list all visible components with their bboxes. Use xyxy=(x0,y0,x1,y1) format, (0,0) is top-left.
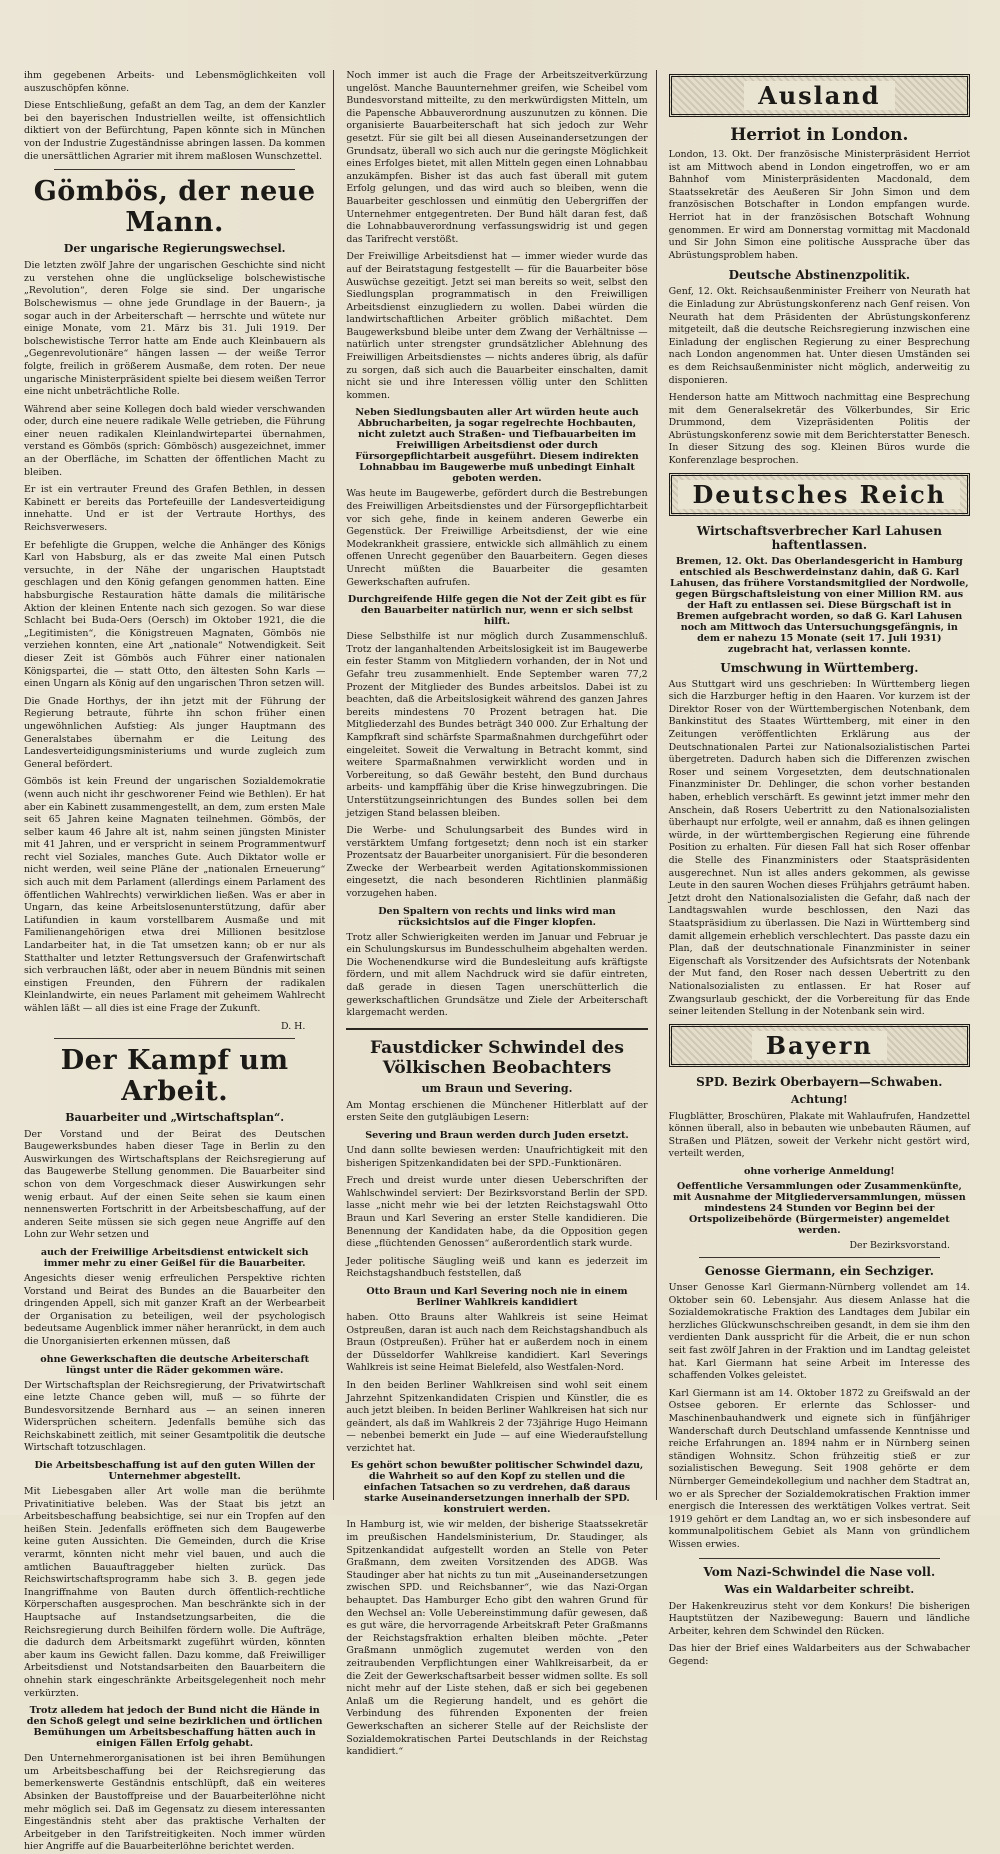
divider xyxy=(699,1558,940,1559)
text: ihm gegebenen Arbeits- und Lebensmöglichkeiten voll auszuschöpfen könne. xyxy=(24,70,326,94)
bold-statement: ohne vorherige Anmeldung! xyxy=(743,1166,895,1178)
text: Am Montag erschienen die Münchener Hitlerblatt auf der ersten Seite den gutgläubigen Lesern: xyxy=(346,1099,648,1124)
subheadline: Achtung! xyxy=(790,1092,848,1106)
bold-statement: Severing und Braun werden durch Juden ersetzt. xyxy=(365,1130,629,1141)
headline-herriot: Herriot in London. xyxy=(730,125,909,145)
text: Der Wirtschaftsplan der Reichsregierung, der Privatwirtschaft eine letzte Chance geben will, muß — so führte der Bundesvorsitzende Bernhard aus — an seinen inneren Widersprüchen scheitern. Jedenfalls bemühe sich das Reichskabinett zeitlich, mit seiner Gesamtpolitik die deutsche Wirtschaft totzuschlagen. xyxy=(24,1379,326,1454)
headline-nazi-schwindel: Vom Nazi-Schwindel die Nase voll. xyxy=(703,1564,936,1579)
divider xyxy=(699,1257,940,1258)
text: Henderson hatte am Mittwoch nachmittag eine Besprechung mit dem Generalsekretär des Völkerbundes, Sir Eric Drummond, dem Vizepräsidenten Politis der Abrüstungskonferenz sowie mit dem Berichterstatter Benesch. In dieser Sitzung des sog. Kleinen Büros wurde die Konferenzlage besprochen. xyxy=(668,392,970,467)
text: Frech und dreist wurde unter diesen Ueberschriften der Wahlschwindel serviert: Der Bezirksvorstand Berlin der SPD. lasse „nicht mehr wie bei der letzten Reichstagswahl Otto Braun und Karl Severing an erster Stelle kandidieren. Die Benennung der Kandidaten habe, da die Opposition gegen diese „flüchtenden Genossen“ außerordentlich stark wurde. xyxy=(346,1175,648,1250)
divider xyxy=(346,1028,647,1030)
text: Die Gnade Horthys, der ihn jetzt mit der Führung der Regierung betraute, führte ihn schon früher einen ungewöhnlichen Aufstieg: Als junger Hauptmann des Generalstabes übernahm er die Leitung des Landesverteidigungsministeriums und wurde zugleich zum General befördert. xyxy=(24,695,326,770)
bold-statement: Bremen, 12. Okt. Das Oberlandesgericht in Hamburg entschied als Beschwerdeinstanz dahin, daß G. Karl Lahusen, das frühere Vorstandsmitglied der Nordwolle, gegen Bürgschaftsleistung von einer Million RM. aus der Haft zu entlassen sei. Diese Bürgschaft ist in Bremen aufgebracht worden, so daß G. Karl Lahusen noch am Mittwoch das Untersuchungsgefängnis, in dem er nahezu 15 Monate (seit 17. Juli 1931) zugebracht hat, verlassen konnte. xyxy=(670,555,969,655)
headline-lahusen: Wirtschaftsverbrecher Karl Lahusen haftentlassen. xyxy=(696,523,942,552)
text: Angesichts dieser wenig erfreulichen Perspektive richten Vorstand und Beirat des Bundes an die Bauarbeiter den dringenden Appell, sich mit ganzer Kraft an der Werbearbeit der Organisation zu beteiligen, weil der psychologisch bedeutsame Augenblick immer näher heranrückt, in dem auch die Unorganisierten erkennen müssen, daß xyxy=(24,1272,326,1347)
section-title: Ausland xyxy=(744,81,894,110)
text: In den beiden Berliner Wahlkreisen sind wohl seit einem Jahrzehnt Spitzenkandidaten Crispien und Künstler, die es auch jetzt bleiben. In beiden Berliner Wahlkreisen hat sich nur geändert, als daß im Wahlkreis 2 der 73jährige Hugo Heimann — nebenbei bemerkt ein Jude — auf eine Wiederaufstellung verzichtet hat. xyxy=(346,1379,648,1454)
headline-goembos: Gömbös, der neue Mann. xyxy=(33,176,316,239)
text: Mit Liebesgaben aller Art wolle man die berühmte Privatinitiative beleben. Was der Staat bis jetzt an Arbeitsbeschaffung beabsichtige, sei nur ein Tropfen auf den heißen Stein. Jedenfalls eröffneten sich dem Baugewerbe keine guten Aussichten. Die Gemeinden, durch die Krise verarmt, könnten nicht mehr viel bauen, und auch die amtlichen Bauauftraggeber hielten zurück. Das Reichswirtschaftsprogramm habe sich 3. B. gegen jede Inangriffnahme von Bauten durch öffentlich-rechtliche Körperschaften ausgesprochen. Man beschränkte sich in der Hauptsache auf Instandsetzungsarbeiten, die die Reichsregierung durch Beihilfen fördern wolle. Die Aufträge, die dadurch dem Arbeitsmarkt zugeführt würden, könnten aber kaum ins Gewicht fallen. Dazu komme, daß Freiwilliger Arbeitsdienst und Notstandsarbeiten den Bauarbeitern die ohnehin stark eingeschränkte Arbeitsgelegenheit noch mehr verkürzten. xyxy=(24,1486,326,1699)
text: Der Freiwillige Arbeitsdienst hat — immer wieder wurde das auf der Beiratstagung festgestellt — für die Bauarbeiter böse Auswüchse gezeitigt. Jetzt sei man bereits so weit, selbst den Siedlungsplan programmatisch in den Freiwilligen Arbeitsdienst einzugliedern zu wollen. Dabei würden die landwirtschaftlichen Arbeiter gröblich mißachtet. Dem Baugewerksbund bleibe unter dem Zwang der Verhältnisse — natürlich unter strengster grundsätzlicher Ablehnung des Freiwilligen Arbeitsdienstes — nichts anderes übrig, als dafür zu sorgen, daß sich auch die Bauarbeiter einschalten, damit nicht sie und ihre Interessen völlig unter den Schlitten kommen. xyxy=(346,251,648,401)
text: London, 13. Okt. Der französische Ministerpräsident Herriot ist am Mittwoch abend in London eingetroffen, wo er am Bahnhof vom Ministerpräsidenten Macdonald, dem Staatssekretär des Aeußeren Sir John Simon und dem französischen Botschafter in London empfangen wurde. Herriot hat in der französischen Botschaft Wohnung genommen. Er wird am Donnerstag vormittag mit Macdonald und Sir John Simon eine politische Aussprache über das Abrüstungsproblem haben. xyxy=(668,149,970,261)
text: Karl Giermann ist am 14. Oktober 1872 zu Greifswald an der Ostsee geboren. Er erlernte das Schlosser- und Maschinenbauhandwerk und eignete sich in fünfjähriger Wanderschaft durch Deutschland umfassende Kenntnisse und reiche Erfahrungen an. 1894 nahm er in Nürnberg seinen ständigen Wohnsitz. Schon frühzeitig stieß er zur sozialistischen Bewegung. Seit 1908 gehörte er dem Nürnberger Gemeindekollegium und nachher dem Stadtrat an, wo er als Sprecher der Sozialdemokratischen Fraktion immer energisch die Interessen des werktätigen Volkes vertrat. Seit 1919 gehört er dem Landtag an, wo er sich insbesondere auf kommunalpolitischem Gebiet als Mann von gründlichem Wissen erwies. xyxy=(668,1387,970,1550)
bold-statement: Es gehört schon bewußter politischer Schwindel dazu, die Wahrheit so auf den Kopf zu stellen und die einfachen Tatsachen so zu verdrehen, daß daraus starke Auseinandersetzungen innerhalb der SPD. konstruiert werden. xyxy=(350,1460,644,1516)
column-right xyxy=(668,70,978,1667)
text: Diese Selbsthilfe ist nur möglich durch Zusammenschluß. Trotz der langanhaltenden Arbeitslosigkeit ist im Baugewerbe ein fester Stamm von Mitgliedern vorhanden, der in Not und Gefahr treu zusammenhielt. Ende September waren 77,2 Prozent der Mitglieder des Bundes arbeitslos. Dabei ist zu beachten, daß die Arbeitslosigkeit während des ganzen Jahres bereits mindestens 70 Prozent betragen hat. Die Mitgliederzahl des Bundes beträgt 340 000. Zur Erhaltung der Kampfkraft sind schärfste Sparmaßnahmen durchgeführt oder eingeleitet. Soweit die Verwaltung in Betracht kommt, sind weitere Sparmaßnahmen verwirklicht worden und in Vorbereitung, so daß Gewähr besteht, den Bund durchaus arbeits- und kampffähig über die Krise hinwegzubringen. Die Unterstützungseinrichtungen des Bundes sollen bei dem jetzigen Stand belassen bleiben. xyxy=(346,631,648,819)
text: Noch immer ist auch die Frage der Arbeitszeitverkürzung ungelöst. Manche Bauunternehmer greifen, wie Scheibel vom Bundesvorstand mitteilte, zu den merkwürdigsten Mitteln, um die Papensche Abbauverordnung auszunutzen zu können. Die organisierte Bauarbeiterschaft hat sich jedoch zur Wehr gesetzt. Für sie gilt bei all diesen Auseinandersetzungen der Grundsatz, überall wo sich auch nur die geringste Möglichkeit eines Erfolges bietet, mit allen Mitteln gegen einen Lohnabbau anzukämpfen. Bisher ist das auch fast überall mit gutem Erfolg gelungen, und das wird auch so bleiben, wenn die Bauarbeiter geschlossen und einmütig den Uebergriffen der Unternehmer entgegentreten. Der Bund hält daran fest, daß die Lohnabbauverordnung verfassungswidrig ist und gegen das Tarifrecht verstößt. xyxy=(346,70,648,245)
column-left xyxy=(24,70,334,1853)
columns xyxy=(24,70,978,1853)
section-banner-bayern xyxy=(669,1024,970,1067)
bold-statement: Trotz alledem hat jedoch der Bund nicht die Hände in den Schoß gelegt und seine bezirklichen und örtlichen Bemühungen um Arbeitsbeschaffung hätten auch in einigen Fällen Erfolg gehabt. xyxy=(26,1705,323,1750)
text: Diese Entschließung, gefaßt an dem Tag, an dem der Kanzler bei den bayerischen Industriellen weilte, ist offensichtlich diktiert von der Befürchtung, Papen könnte sich in München von der Industrie Zugeständnisse abringen lassen. Da kommen die unersättlichen Agrarier mit ihrem maßlosen Wunschzettel. xyxy=(24,100,326,162)
text: In Hamburg ist, wie wir melden, der bisherige Staatssekretär im preußischen Handelsministerium, Dr. Staudinger, als Spitzenkandidat aufgestellt worden an Stelle von Peter Graßmann, dem zweiten Vorsitzenden des ADGB. Was Staudinger aber hat nichts zu tun mit „Auseinandersetzungen zwischen SPD. und Reichsbanner“, wie das Nazi-Organ behauptet. Das Hamburger Echo gibt den wahren Grund für den Wechsel an: Volle Uebereinstimmung dafür gewesen, daß es gut wäre, die hervorragende Arbeitskraft Peter Graßmanns der Reichstagsfraktion erhalten bleiben möchte. „Peter Graßmann unmöglich zugemutet werden von den zeitraubenden Verpflichtungen einer Wahlkreisarbeit, da er die Zeit der Gewerkschaftsarbeit besser widmen sollte. Es soll nicht mehr auf der Liste stehen, daß er sich bei gegebenen Anlaß um die Regierung handelt, und es gehört die Verbindung des führenden Exponenten der freien Gewerkschaften an sicherer Stelle auf der Reichsliste der Sozialdemokratischen Partei Deutschlands in der Reichstag kandidiert.“ xyxy=(346,1519,648,1758)
text: Die Werbe- und Schulungsarbeit des Bundes wird in verstärktem Umfang fortgesetzt; denn noch ist ein starker Prozentsatz der Bauarbeiter unorganisiert. Für die besonderen Zwecke der Werbearbeit werden Agitationskommissionen eingesetzt, die nach besonderen Richtlinien planmäßig vorzugehen haben. xyxy=(346,825,648,900)
text: Genf, 12. Okt. Reichsaußenminister Freiherr von Neurath hat die Einladung zur Abrüstungskonferenz nach Genf reisen. Von Neurath hat dem Präsidenten der Abrüstungskonferenz mitgeteilt, daß die deutsche Reichsregierung inzwischen eine Einladung der englischen Regierung zu einer Besprechung nach London angenommen hat. Unter diesen Umständen sei es dem Reichsaußenminister nicht möglich, anderweitig zu disponieren. xyxy=(668,286,970,386)
text: Er ist ein vertrauter Freund des Grafen Bethlen, in dessen Kabinett er bereits das Portefeuille der Landesverteidigung innehatte. Und er ist der Vertraute Horthys, des Reichsverwesers. xyxy=(24,484,326,534)
headline-kampf-um-arbeit: Der Kampf um Arbeit. xyxy=(60,1044,289,1107)
section-banner-ausland xyxy=(669,74,970,117)
bold-statement: Den Spaltern von rechts und links wird man rücksichtslos auf die Finger klopfen. xyxy=(378,905,616,928)
headline-schwindel: Faustdicker Schwindel des Völkischen Beobachters xyxy=(370,1037,624,1078)
section-title: Deutsches Reich xyxy=(678,480,960,509)
author-signature: Der Bezirksvorstand. xyxy=(849,1240,950,1252)
column-middle xyxy=(346,70,656,1758)
headline-abstinenz: Deutsche Abstinenzpolitik. xyxy=(728,268,911,283)
section-title: Bayern xyxy=(752,1031,887,1060)
text: Er befehligte die Gruppen, welche die Anhänger des Königs Karl von Habsburg, als er das zweite Mal einen Putsch versuchte, in der Nähe der ungarischen Hauptstadt geschlagen und den König gefangen genommen hatten. Eine habsburgische Restauration hätte damals die militärische Aktion der kleinen Entente nach sich gezogen. So war diese Schlacht bei Buda-Oers (Oersch) im Oktober 1921, die die „Legitimisten“, die Königstreuen Magnaten, Gömbös nie verziehen konnten, eine Art „nationale“ Notwendigkeit. Seit dieser Zeit ist Gömbös auch Führer einer nationalen Königspartei, die — statt Otto, den ältesten Sohn Karls — einen Ungarn als König auf den ungarischen Thron setzen will. xyxy=(24,539,326,690)
subheadline: Der ungarische Regierungswechsel. xyxy=(63,242,286,256)
bold-statement: Otto Braun und Karl Severing noch nie in einem Berliner Wahlkreis kandidiert xyxy=(366,1285,628,1308)
text: Die letzten zwölf Jahre der ungarischen Geschichte sind nicht zu verstehen ohne die unglückselige bolschewistische „Revolution“, deren Folge sie sind. Der ungarische Bolschewismus — ohne jede Grundlage in der Bauern-, ja sogar auch in der Arbeiterschaft — herrschte und wütete nur einige Monate, vom 21. März bis 31. Juli 1919. Der bolschewistische Terror hatte am Ende auch Kleinbauern als „Gegenrevolutionäre“ hängen lassen — der weiße Terror folgte, freilich in größerem Ausmaße, dem roten. Der neue ungarische Ministerpräsident spielte bei diesem weißen Terror eine nicht unbeträchtliche Rolle. xyxy=(24,260,326,398)
text: Aus Stuttgart wird uns geschrieben: In Württemberg liegen sich die Harzburger heftig in den Haaren. Vor kurzem ist der Direktor Roser von der Württembergischen Notenbank, dem Bankinstitut des Staates Württemberg, mit einer in den Zeitungen veröffentlichten Erklärung aus der Deutschnationalen Partei zur Nationalsozialistischen Partei übergetreten. Dadurch haben sich die Differenzen zwischen Roser und seinem Vorgesetzten, dem deutschnationalen Finanzminister Dr. Dehlinger, die schon vorher bestanden haben, erheblich verschärft. Es gewinnt jetzt immer mehr den Anschein, daß Rosers Uebertritt zu den Nationalsozialisten überhaupt nur erfolgte, weil er annahm, daß es ihnen gelingen würde, in der württembergischen Regierung eine führende Position zu erhalten. Für diesen Fall hat sich Roser offenbar die Stelle des Finanzministers oder Staatspräsidenten ausgerechnet. Nun ist alles anders gekommen, als gewisse Leute in den sauren Wochen dieses Frühjahrs geträumt haben. Jetzt droht den Nationalsozialisten die Gefahr, daß nach der Landtagswahlen wurde beschlossen, den Nazi das Staatspräsidium zu überlassen. Die Nazi in Württemberg sind damit allgemein erheblich verschlechtert. Das passte dazu ein Plan, daß der deutschnationale Finanzminister in seiner Eigenschaft als Vorsitzender des Aufsichtsrats der Notenbank der Mut fand, den Roser nach dessen Uebertritt zu den Nationalsozialisten zu entlassen. Er hat Roser auf Zwangsurlaub geschickt, der die Vorbereitung für das Ende seiner leitenden Stellung in der Notenbank sein wird. xyxy=(668,678,970,1018)
headline-giermann: Genosse Giermann, ein Sechziger. xyxy=(704,1264,934,1279)
text: Das hier der Brief eines Waldarbeiters aus der Schwabacher Gegend: xyxy=(668,1643,970,1667)
text: Während aber seine Kollegen doch bald wieder verschwanden oder, durch eine neuere radikale Welle getrieben, die Führung einer neuen radikalen Kleinlandwirtepartei übernahmen, verstand es Gömbös (sprich: Gömbösch) ausgezeichnet, immer an der Oberfläche, im Schatten der öffentlichen Macht zu bleiben. xyxy=(24,403,326,478)
bold-statement: auch der Freiwillige Arbeitsdienst entwickelt sich immer mehr zu einer Geißel für die Bauarbeiter. xyxy=(40,1246,309,1269)
author-signature: D. H. xyxy=(281,1020,306,1032)
bold-statement: Neben Siedlungsbauten aller Art würden heute auch Abbrucharbeiten, ja sogar regelrechte Hochbauten, nicht zuletzt auch Straßen- und Tiefbauarbeiten im Freiwilligen Arbeitsdienst oder durch Fürsorgepflichtarbeit ausgeführt. Diesem indirekten Lohnabbau im Baugewerbe muß unbedingt Einhalt geboten werden. xyxy=(355,407,639,485)
subheadline: Was ein Waldarbeiter schreibt. xyxy=(724,1582,915,1596)
headline-spd-bezirk: SPD. Bezirk Oberbayern—Schwaben. xyxy=(696,1074,943,1089)
text: Trotz aller Schwierigkeiten werden im Januar und Februar je ein Schulungskursus im Bundesschulheim abgehalten werden. Die Wochenendkurse wird die Bundesleitung aufs kräftigste fördern, und mit allem Nachdruck wird sie dafür eintreten, daß gerade in diesen Tagen unerschütterlich die gewerkschaftlichen Grundsätze und Ziele der Arbeiterschaft klargemacht werden. xyxy=(346,931,648,1019)
text: haben. Otto Brauns alter Wahlkreis ist seine Heimat Ostpreußen, daran ist auch nach dem Reichstagshandbuch als Braun (Ostpreußen). Früher hat er außerdem noch in einem der Düsseldorfer Wahlkreise kandidiert. Karl Severings Wahlkreis ist seine Heimat Bielefeld, also Westfalen-Nord. xyxy=(346,1311,648,1374)
divider xyxy=(54,1038,295,1039)
text: Der Hakenkreuzirus steht vor dem Konkurs! Die bisherigen Hauptstützen der Nazibewegung: Bauern und ländliche Arbeiter, kehren dem Schwindel den Rücken. xyxy=(668,1600,970,1637)
text: Gömbös ist kein Freund der ungarischen Sozialdemokratie (wenn auch nicht ihr geschworener Feind wie Bethlen). Er hat aber ein Kabinett zusammengestellt, an dem, zum ersten Male seit 65 Jahren keine Magnaten teilnehmen. Gömbös, der selber kaum 46 Jahre alt ist, nahm seinen jüngsten Minister mit 41 Jahren, und er verspricht in seinem Programmentwurf recht viel Soziales, manches Gute. Auch Diktator wolle er nicht werden, weil seine Pläne der „nationalen Erneuerung“ sich auch mit dem Parlament (allerdings einem Parlament des öffentlichen Wahlrechts) verwirklichen ließen. Was er aber in Ungarn, das keine Arbeitslosenunterstützung, dafür aber Latifundien in kaum vorstellbarem Ausmaße und mit Familienangehörigen etwa drei Millionen besitzlose Landarbeiter hat, in die Tat umsetzen kann; ob er nur als Statthalter und letzter Rettungsversuch der Grafenwirtschaft sich verbrauchen läßt, oder aber in neuem Bündnis mit seinen einstigen Freunden, den Führern der radikalen Kleinlandwirte, ein neues Parlament mit geheimem Wahlrecht wählen läßt — all dies ist eine Frage der Zukunft. xyxy=(24,776,326,1014)
text: Und dann sollte bewiesen werden: Unaufrichtigkeit mit den bisherigen Spitzenkandidaten bei der SPD.-Funktionären. xyxy=(346,1145,648,1169)
divider xyxy=(54,169,295,170)
text: Unser Genosse Karl Giermann-Nürnberg vollendet am 14. Oktober sein 60. Lebensjahr. Aus diesem Anlasse hat die Sozialdemokratische Fraktion des Landtages dem Jubilar ein herzliches Glückwunschschreiben gesandt, in dem sie ihm den verdienten Dank ausspricht für die Arbeit, die er nun schon seit fast zwölf Jahren in der Fraktion und im Landtag geleistet hat. Karl Giermann hat seine Arbeit im Interesse des schaffenden Volkes geleistet. xyxy=(668,1282,970,1382)
text: Was heute im Baugewerbe, gefördert durch die Bestrebungen des Freiwilligen Arbeitsdienstes und der Fürsorgepflichtarbeit vor sich gehe, finde in keinem anderen Gewerbe ein Gegenstück. Der Freiwillige Arbeitsdienst, der wie eine Modekrankheit grassiere, entwickle sich allmählich zu einem offenen Unrecht gegenüber den Bauarbeitern. Gegen dieses Unrecht müßten die Bauarbeiter die gesamten Gewerkschaften aufrufen. xyxy=(346,488,648,588)
text: Flugblätter, Broschüren, Plakate mit Wahlaufrufen, Handzettel können überall, also in bebauten wie unbebauten Räumen, auf Straßen und Plätzen, soweit der Verkehr nicht gestört wird, verteilt werden, xyxy=(668,1110,970,1160)
headline-wuerttemberg: Umschwung in Württemberg. xyxy=(720,660,919,675)
subheadline: um Braun und Severing. xyxy=(421,1081,573,1095)
text: Der Vorstand und der Beirat des Deutschen Baugewerksbundes haben dieser Tage in Berlin zu den Auswirkungen des Wirtschaftsplans der Reichsregierung auf das Baugewerbe Stellung genommen. Die Bauarbeiter sind schon von dem Vorgeschmack dieser Auswirkungen sehr wenig erbaut. Auf der einen Seite sehen sie kaum einen nennenswerten Fortschritt in der Arbeitsbeschaffung, auf der anderen Seite müssen sie sich gegen neue Angriffe auf den Lohn zur Wehr setzen und xyxy=(24,1128,326,1241)
subheadline: Bauarbeiter und „Wirtschaftsplan“. xyxy=(65,1110,285,1124)
section-banner-reich xyxy=(669,473,970,516)
bold-statement: Durchgreifende Hilfe gegen die Not der Zeit gibt es für den Bauarbeiter natürlich nur, wenn er sich selbst hilft. xyxy=(347,594,647,628)
bold-statement: ohne Gewerkschaften die deutsche Arbeiterschaft lüngst unter die Räder gekommen wäre. xyxy=(40,1353,310,1376)
text: Den Unternehmerorganisationen ist bei ihren Bemühungen um Arbeitsbeschaffung bei der Reichsregierung das bemerkenswerte Geständnis entschlüpft, daß ein weiteres Absinken der Baustoffpreise und der Bauarbeiterlöhne nicht mehr möglich sei. Daß im Gegensatz zu diesem interessanten Eingeständnis steht aber das praktische Verhalten der Arbeitgeber in den Tarifstreitigkeiten. Noch immer würden hier Angriffe auf die Bauarbeiterlöhne berichtet werden. xyxy=(24,1753,326,1853)
text: Jeder politische Säugling weiß und kann es jederzeit im Reichstagshandbuch feststellen, daß xyxy=(346,1255,648,1280)
bold-statement: Oeffentliche Versammlungen oder Zusammenkünfte, mit Ausnahme der Mitgliederversammlungen, müssen mindestens 24 Stunden vor Beginn bei der Ortspolizeibehörde (Bürgermeister) angemeldet werden. xyxy=(672,1181,966,1237)
bold-statement: Die Arbeitsbeschaffung ist auf den guten Willen der Unternehmer abgestellt. xyxy=(34,1460,315,1483)
